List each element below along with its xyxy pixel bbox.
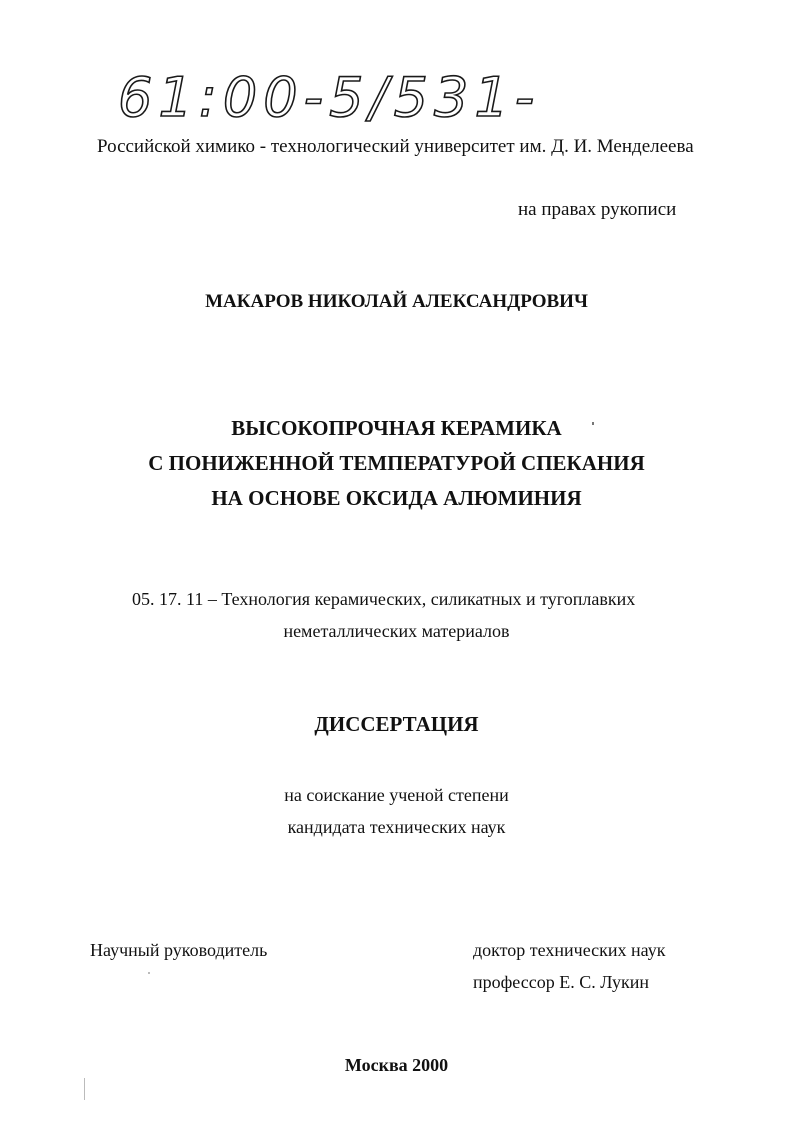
supervisor-name: профессор Е. С. Лукин — [473, 972, 649, 992]
scan-mark — [84, 1078, 85, 1100]
specialty-code-line: 05. 17. 11 – Технология керамических, силикатных и тугоплавких — [132, 589, 636, 609]
manuscript-note: на правах рукописи — [518, 199, 677, 220]
author-name: МАКАРОВ НИКОЛАЙ АЛЕКСАНДРОВИЧ — [205, 291, 588, 312]
specialty-continuation: неметаллических материалов — [283, 621, 510, 641]
title-line-3: НА ОСНОВЕ ОКСИДА АЛЮМИНИЯ — [211, 486, 582, 510]
title-line-1: ВЫСОКОПРОЧНАЯ КЕРАМИКА — [231, 416, 562, 440]
supervisor-label: Научный руководитель — [90, 940, 268, 960]
handwritten-stamp-svg — [118, 60, 538, 130]
scan-speck — [148, 972, 150, 974]
city-year: Москва 2000 — [344, 1055, 449, 1075]
supervisor-title: доктор технических наук — [473, 940, 666, 960]
degree-line-2: кандидата технических наук — [287, 817, 506, 837]
handwritten-catalog-number — [118, 60, 538, 130]
document-type-heading: ДИССЕРТАЦИЯ — [314, 712, 479, 736]
scan-speck — [592, 422, 594, 425]
handwritten-code-text: 61:00-5/531-0 — [118, 66, 538, 129]
university-name: Российской химико - технологический университет им. Д. И. Менделеева — [97, 136, 694, 157]
degree-line-1: на соискание ученой степени — [284, 785, 509, 805]
title-line-2: С ПОНИЖЕННОЙ ТЕМПЕРАТУРОЙ СПЕКАНИЯ — [148, 451, 645, 475]
